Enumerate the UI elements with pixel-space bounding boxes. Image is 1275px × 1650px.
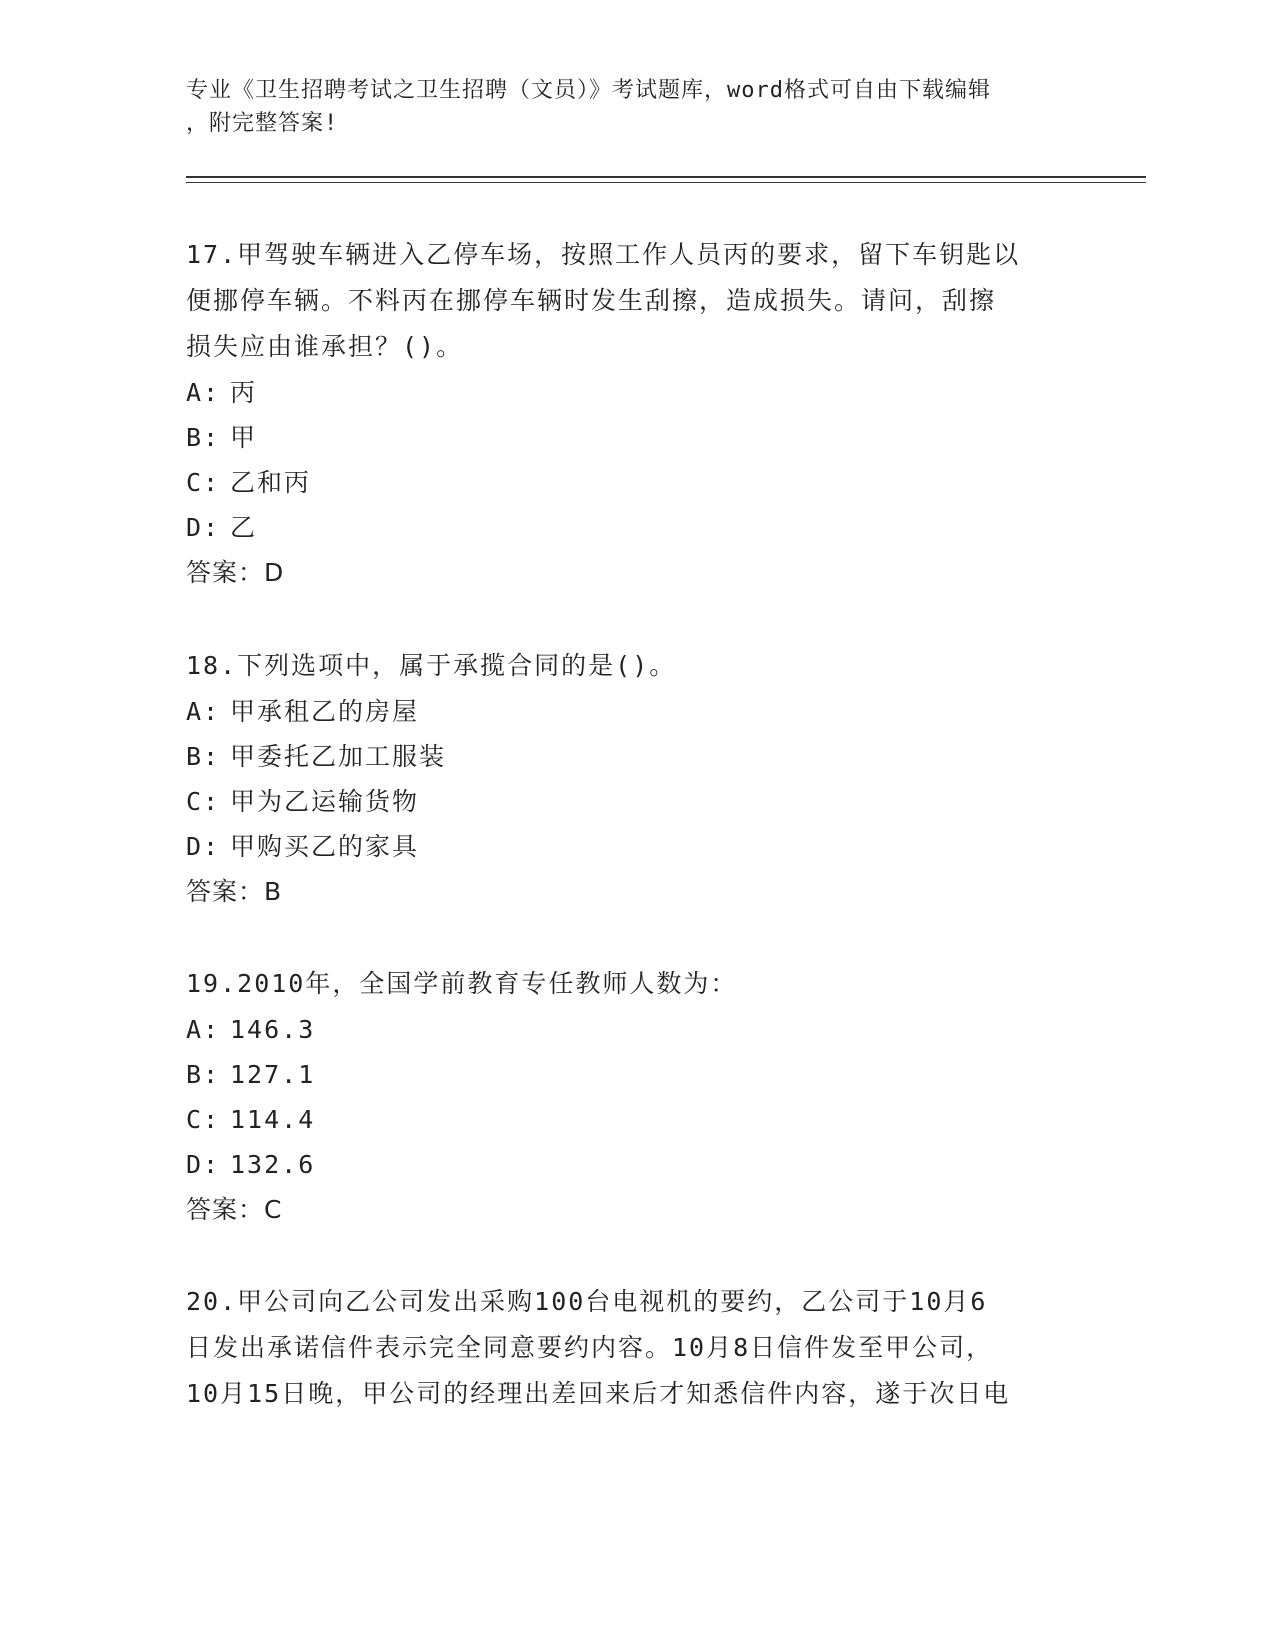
option-text: 146.3 — [230, 1015, 316, 1044]
option-text: 甲为乙运输货物 — [230, 787, 420, 816]
option-b — [186, 734, 1086, 779]
option-c — [186, 779, 1086, 824]
question-stem-line: 便挪停车辆。不料丙在挪停车辆时发生刮擦，造成损失。请问，刮擦 — [186, 286, 997, 315]
option-a — [186, 370, 1086, 415]
option-c — [186, 1097, 1086, 1142]
option-letter: D: — [186, 513, 221, 542]
question-stem-line: 17.甲驾驶车辆进入乙停车场，按照工作人员丙的要求，留下车钥匙以 — [186, 240, 1021, 269]
header-line-2: ，附完整答案! — [186, 111, 339, 136]
option-letter: A: — [186, 697, 221, 726]
answer-line: 答案：D — [186, 558, 285, 587]
question-stem-line: 10月15日晚，甲公司的经理出差回来后才知悉信件内容，遂于次日电 — [186, 1379, 1011, 1408]
option-b — [186, 415, 1086, 460]
option-d — [186, 824, 1086, 869]
option-letter: C: — [186, 468, 221, 497]
header-divider-top — [186, 176, 1146, 178]
option-c — [186, 460, 1086, 505]
option-letter: B: — [186, 1060, 221, 1089]
option-letter: B: — [186, 742, 221, 771]
option-text: 甲 — [230, 423, 258, 452]
option-letter: B: — [186, 423, 221, 452]
option-letter: C: — [186, 787, 221, 816]
option-text: 127.1 — [230, 1060, 316, 1089]
option-letter: C: — [186, 1105, 221, 1134]
option-text: 乙和丙 — [230, 468, 312, 497]
option-letter: A: — [186, 1015, 221, 1044]
option-text: 甲委托乙加工服装 — [230, 742, 447, 771]
question-stem-line: 损失应由谁承担？()。 — [186, 332, 464, 361]
question-stem-line: 18.下列选项中，属于承揽合同的是()。 — [186, 651, 677, 680]
header-line-1: 专业《卫生招聘考试之卫生招聘（文员）》考试题库，word格式可自由下载编辑 — [186, 78, 991, 103]
option-letter: D: — [186, 832, 221, 861]
option-a — [186, 1007, 1086, 1052]
question-stem-line: 日发出承诺信件表示完全同意要约内容。10月8日信件发至甲公司， — [186, 1333, 994, 1362]
question-19 — [186, 961, 1086, 1233]
option-text: 乙 — [230, 513, 258, 542]
question-17 — [186, 232, 1086, 596]
option-d — [186, 505, 1086, 550]
option-d — [186, 1142, 1086, 1187]
answer-line: 答案：C — [186, 1195, 283, 1224]
option-letter: D: — [186, 1150, 221, 1179]
question-18 — [186, 643, 1086, 915]
option-b — [186, 1052, 1086, 1097]
document-header — [186, 74, 1086, 140]
question-stem-line: 20.甲公司向乙公司发出采购100台电视机的要约，乙公司于10月6 — [186, 1287, 988, 1316]
option-text: 甲购买乙的家具 — [230, 832, 420, 861]
question-20 — [186, 1279, 1086, 1417]
option-text: 丙 — [230, 378, 258, 407]
header-divider-bottom — [186, 182, 1146, 183]
option-letter: A: — [186, 378, 221, 407]
option-text: 甲承租乙的房屋 — [230, 697, 420, 726]
question-stem-line: 19.2010年，全国学前教育专任教师人数为： — [186, 969, 738, 998]
option-text: 114.4 — [230, 1105, 316, 1134]
option-a — [186, 689, 1086, 734]
option-text: 132.6 — [230, 1150, 316, 1179]
answer-line: 答案：B — [186, 877, 283, 906]
